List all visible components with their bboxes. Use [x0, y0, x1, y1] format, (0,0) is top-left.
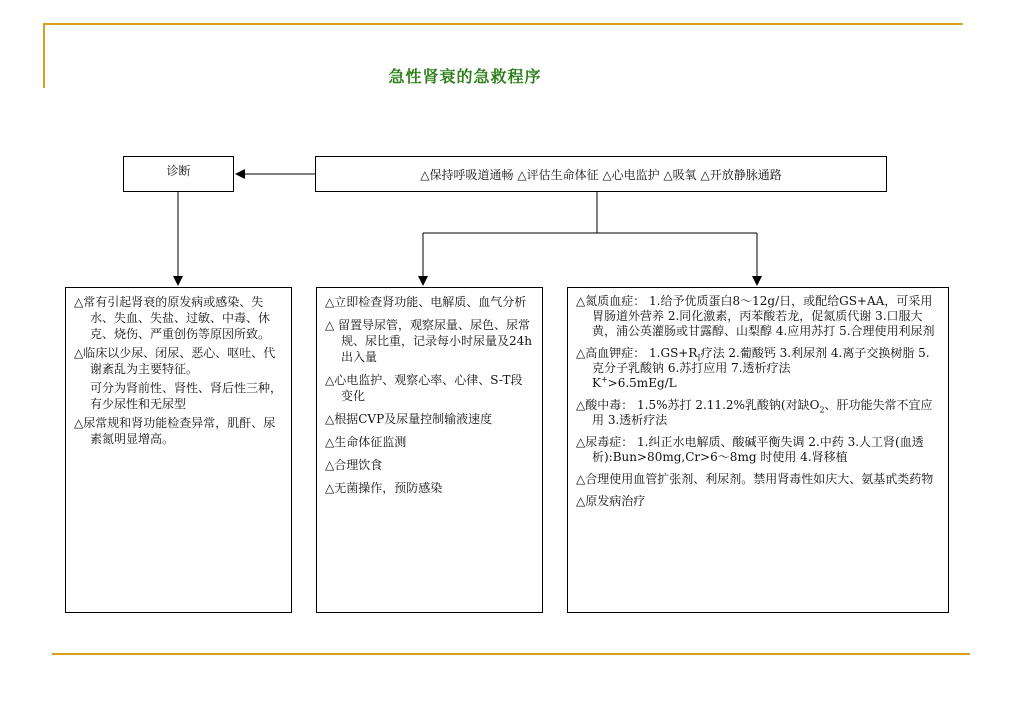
top-decor-line — [43, 23, 963, 25]
treatment-uremia: △尿毒症： 1.纠正水电解质、酸碱平衡失调 2.中药 3.人工肾(血透析):Bun>80mg,Cr>6～8mg 时使用 4.肾移植 — [576, 435, 924, 464]
treatment-hyperkalemia: △高血钾症： $1.GS+R_I$疗法 2.葡酸钙 3.利尿剂 4.离子交换树脂 5.克分子乳酸钠 6.苏打应用 7.透析疗法 K+>6.5mEg/L — [576, 346, 930, 390]
monitoring-item: △心电监护、观察心率、心律、S-T段变化 — [325, 373, 523, 403]
monitoring-item: △无菌操作，预防感染 — [325, 481, 443, 495]
criteria-item: 可分为肾前性、肾性、肾后性三种，有少尿性和无尿型 — [90, 381, 283, 411]
monitoring-item: △合理饮食 — [325, 458, 383, 472]
criteria-item: △常有引起肾衰的原发病或感染、失水、失血、失盐、过敏、中毒、休克、烧伤、严重创伤等原因所致。 — [74, 295, 271, 341]
monitoring-item: △ 留置导尿管，观察尿量、尿色、尿常规、尿比重，记录每小时尿量及24h出入量 — [325, 318, 532, 364]
diagnosis-label: 诊断 — [166, 164, 191, 178]
treatment-azotemia: △氮质血症： 1.给予优质蛋白8～12g/日，或配给GS+AA，可采用胃肠道外营养 2.同化激素，丙苯酸若龙，促氮质代谢 3.口服大黄，浦公英灌肠或甘露醇、山梨醇 4.应用苏打 5.合理使用利尿剂 — [576, 294, 935, 338]
monitoring-box — [316, 287, 543, 613]
first-aid-label: △保持呼吸道通畅 △评估生命体征 △心电监护 △吸氧 △开放静脉通路 — [420, 168, 782, 182]
first-aid-box — [315, 156, 887, 192]
treatment-box — [567, 287, 949, 613]
diagnosis-criteria-box — [65, 287, 292, 613]
criteria-item: △临床以少尿、闭尿、恶心、呕吐、代谢紊乱为主要特征。 — [74, 346, 276, 376]
treatment-acidosis: △酸中毒： 1.5%苏打 2.11.2%乳酸钠(对缺$O_2$、肝功能失常不宜应用 3.透析疗法 — [576, 398, 933, 427]
bottom-decor-line — [52, 653, 970, 655]
diagnosis-box — [123, 156, 234, 192]
monitoring-item: △根据CVP及尿量控制输液速度 — [325, 412, 493, 426]
monitoring-item: △立即检查肾功能、电解质、血气分析 — [325, 295, 527, 309]
criteria-item: △尿常规和肾功能检查异常，肌酐、尿素氮明显增高。 — [74, 416, 276, 446]
treatment-primary: △原发病治疗 — [576, 494, 646, 508]
page-title: 急性肾衰的急救程序 — [388, 67, 542, 86]
treatment-drugs: △合理使用血管扩张剂、利尿剂。禁用肾毒性如庆大、氨基甙类药物 — [576, 472, 934, 486]
monitoring-item: △生命体征监测 — [325, 435, 407, 449]
